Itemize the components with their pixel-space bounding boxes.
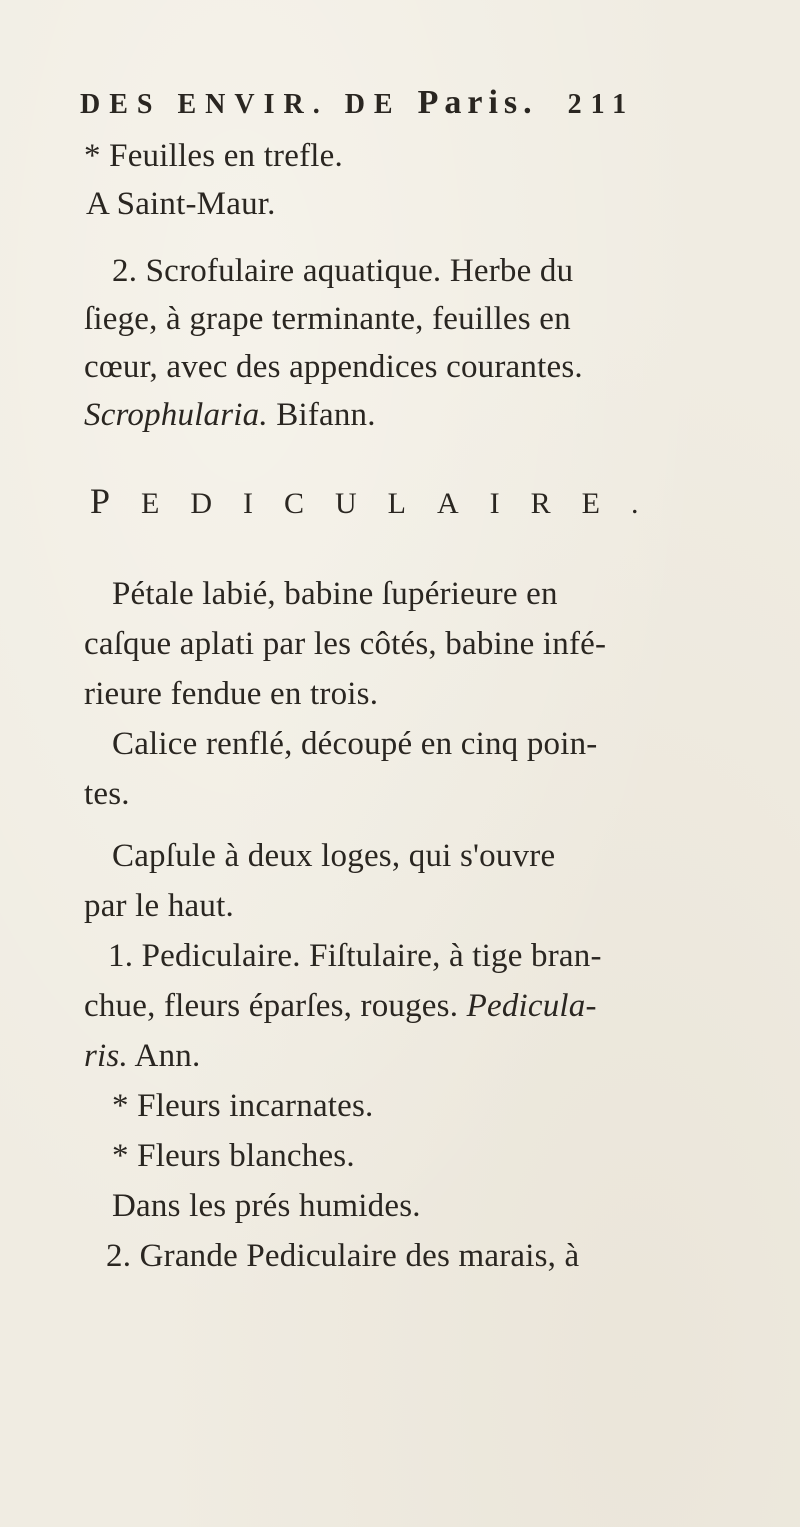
text-line: par le haut. <box>84 888 234 924</box>
author-abbrev: Ann. <box>127 1038 201 1074</box>
text-line: A Saint-Maur. <box>86 186 276 222</box>
text-line: tes. <box>84 776 130 812</box>
text-line: 2. Grande Pediculaire des marais, à <box>106 1238 580 1274</box>
text-line <box>84 990 597 1023</box>
text-line: 2. Scrofulaire aquatique. Herbe du <box>112 253 574 289</box>
text-line: caſque aplati par les côtés, babine infé- <box>84 626 607 662</box>
text-line: Calice renflé, découpé en cinq poin- <box>112 726 598 762</box>
text-segment: chue, fleurs éparſes, rouges. <box>84 988 467 1024</box>
text-line: cœur, avec des appendices courantes. <box>84 349 583 385</box>
text-line: Pétale labié, babine ſupérieure en <box>112 576 558 612</box>
text-line: 1. Pediculaire. Fiſtulaire, à tige bran- <box>108 938 602 974</box>
text-line <box>84 399 376 432</box>
text-line: * Fleurs incarnates. <box>112 1088 374 1124</box>
section-title-initial: P <box>90 481 142 521</box>
text-line: Capſule à deux loges, qui s'ouvre <box>112 838 556 874</box>
text-line: Dans les prés humides. <box>112 1188 421 1224</box>
text-line <box>84 1040 200 1073</box>
text-line: * Fleurs blanches. <box>112 1138 355 1174</box>
text-line: * Feuilles en trefle. <box>84 138 343 174</box>
author-abbrev: Bifann. <box>267 397 376 433</box>
latin-name: Scrophularia. <box>84 397 268 433</box>
page-number: 211 <box>567 89 636 120</box>
section-title <box>90 480 670 522</box>
latin-name: ris. <box>84 1038 128 1074</box>
header-paris: Paris. <box>417 84 538 121</box>
text-line: ſiege, à grape terminante, feuilles en <box>84 301 571 337</box>
running-header <box>80 84 635 122</box>
text-line: rieure fendue en trois. <box>84 676 379 712</box>
section-title-rest: EDICULAIRE. <box>141 487 670 520</box>
latin-name: Pedicula- <box>466 988 597 1024</box>
header-text: DES ENVIR. DE <box>80 89 418 120</box>
